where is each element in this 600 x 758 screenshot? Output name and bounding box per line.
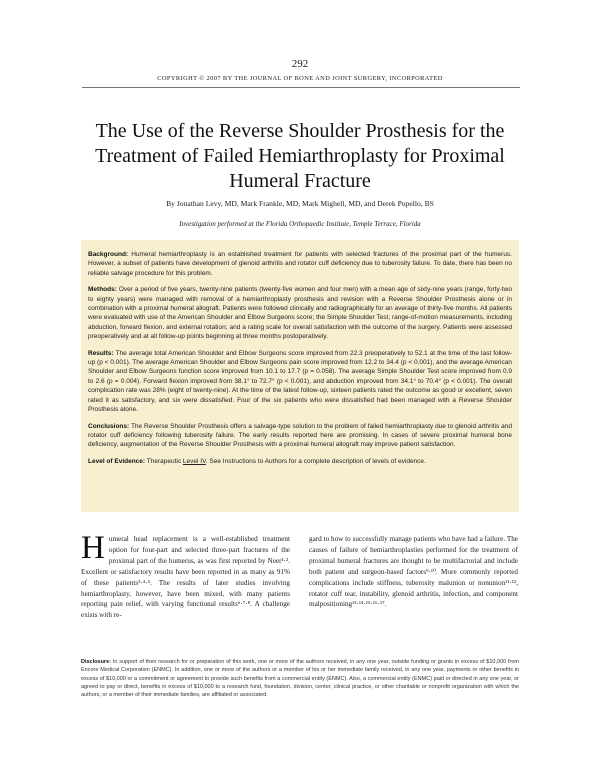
body-text-right: gard to how to successfully manage patients who have had a failure. The causes of failure of hemiarthroplasties performed for the treatment of proximal humeral fractures are thought to be multifactorial and include both patient and surgeon-based factors⁹·¹⁰. More commonly reported complications include stiffness, tuberosity malunion or nonunion¹¹·¹², rotator cuff tear, instability, glenoid arthritis, infection, and component malpositioning¹³·¹⁴·¹⁵·¹⁶·¹⁷.: [309, 535, 518, 609]
methods-text: Over a period of five years, twenty-nine patients (twenty-five women and four men) with a mean age of sixty-nine years (range, forty-two to eighty years) were managed with removal of a hemiarthroplasty prosthesis and revision with a Reverse Shoulder Prosthesis alone or in combination with a proximal humeral allograft. Patients were followed clinically and radiographically for an average of thirty-five months. All patients were evaluated with use of the American Shoulder and Elbow Surgeons score; the Simple Shoulder Test; range-of-motion measurements, including abduction, forward flexion, and external rotation; and a rating scale for overall satisfaction with the outcome of the surgery. Patients were assessed preoperatively and at all follow-up points beginning at three months postoperatively.: [88, 286, 512, 341]
body-column-left: [81, 530, 290, 621]
institution-line: Investigation performed at the Florida Orthopaedic Institute, Temple Terrace, Florida: [179, 220, 421, 228]
abstract-results: [88, 349, 512, 415]
evidence-post: . See Instructions to Authors for a complete description of levels of evidence.: [205, 457, 426, 465]
results-label: Results:: [88, 349, 114, 357]
evidence-level-link[interactable]: Level IV: [182, 457, 206, 465]
results-text: The average total American Shoulder and Elbow Surgeons score improved from 22.3 preoperatively to 52.1 at the time of the last follow-up (p < 0.001). The average American Shoulder and Elbow Surgeons pain score improved from 12.2 to 34.4 (p < 0.001), and the average American Shoulder and Elbow Surgeons function score improved from 10.1 to 17.7 (p = 0.058). The average Simple Shoulder Test score improved from 0.9 to 2.6 (p = 0.004). Forward flexion improved from 38.1° to 72.7° (p < 0.001), and abduction improved from 34.1° to 70.4° (p < 0.001). The overall complication rate was 28% (eight of twenty-nine). At the time of the latest follow-up, sixteen patients rated the outcome as good or excellent, seven rated it as satisfactory, and six were dissatisfied. Four of the six patients who were dissatisfied had been managed with a Reverse Shoulder Prosthesis alone.: [88, 349, 512, 414]
drop-cap: H: [81, 530, 105, 566]
background-label: Background:: [88, 251, 129, 258]
abstract-conclusions: [88, 422, 512, 450]
article-title: The Use of the Reverse Shoulder Prosthesis for the Treatment of Failed Hemiarthroplasty for Proximal Humeral Fracture: [95, 120, 505, 192]
body-column-right: [309, 534, 518, 610]
disclosure-label: Disclosure:: [81, 659, 111, 665]
page-number: 292: [291, 58, 309, 70]
abstract-evidence: [88, 457, 512, 466]
abstract-box: [81, 240, 519, 512]
methods-label: Methods:: [88, 286, 117, 294]
abstract-methods: [88, 285, 512, 341]
author-list: By Jonathan Levy, MD, Mark Frankle, MD, Mark Mighell, MD, and Derek Pupello, BS: [166, 199, 434, 208]
header-divider: [82, 87, 520, 88]
evidence-label: Level of Evidence:: [88, 457, 146, 465]
conclusions-text: The Reverse Shoulder Prosthesis offers a salvage-type solution to the problem of failed hemiarthroplasty due to glenoid arthritis and rotator cuff deficiency following tuberosity failure. The early results reported here are promising. In cases of severe proximal humeral bone deficiency, augmentation of the Reverse Shoulder Prosthesis with a proximal humeral allograft may improve patient satisfaction.: [88, 422, 512, 449]
disclosure-note: [81, 658, 519, 699]
evidence-pre: Therapeutic: [146, 457, 183, 465]
abstract-background: [88, 250, 512, 278]
conclusions-label: Conclusions:: [88, 422, 130, 430]
disclosure-text: In support of their research for or preparation of this work, one or more of the authors received, in any one year, outside funding or grants in excess of $10,000 from Encore Medical Corporation (ENMC). In addition, one or more of the authors or a member of his or her immediate family received, in any one year, payments or other benefits in excess of $10,000 or a commitment or agreement to provide such benefits from a commercial entity (ENMC). Also, a commercial entity (ENMC) paid or directed in any one year, or agreed to pay or direct, benefits in excess of $10,000 to a research fund, foundation, division, center, clinical practice, or other charitable or nonprofit organization with which the authors, or a member of their immediate families, are affiliated or associated.: [81, 659, 519, 699]
copyright-line: COPYRIGHT © 2007 BY THE JOURNAL OF BONE AND JOINT SURGERY, INCORPORATED: [157, 75, 443, 82]
body-text-left: umeral head replacement is a well-established treatment option for four-part and selected three-part fractures of the proximal part of the humerus, as was first reported by Neer¹·². Excellent or satisfactory results have been reported in as many as 91% of these patients³·⁴·⁵. The results of later studies involving hemiarthroplasty, however, have been mixed, with many patients reporting pain relief, with varying functional results⁶·⁷·⁸. A challenge exists with re-: [81, 535, 290, 620]
background-text: Humeral hemiarthroplasty is an established treatment for patients with selected fractures of the proximal part of the humerus. However, a subset of patients have development of glenoid arthritis and rotator cuff deficiency due to tuberosity failure. To date, there has been no reliable salvage procedure for this problem.: [88, 251, 512, 277]
